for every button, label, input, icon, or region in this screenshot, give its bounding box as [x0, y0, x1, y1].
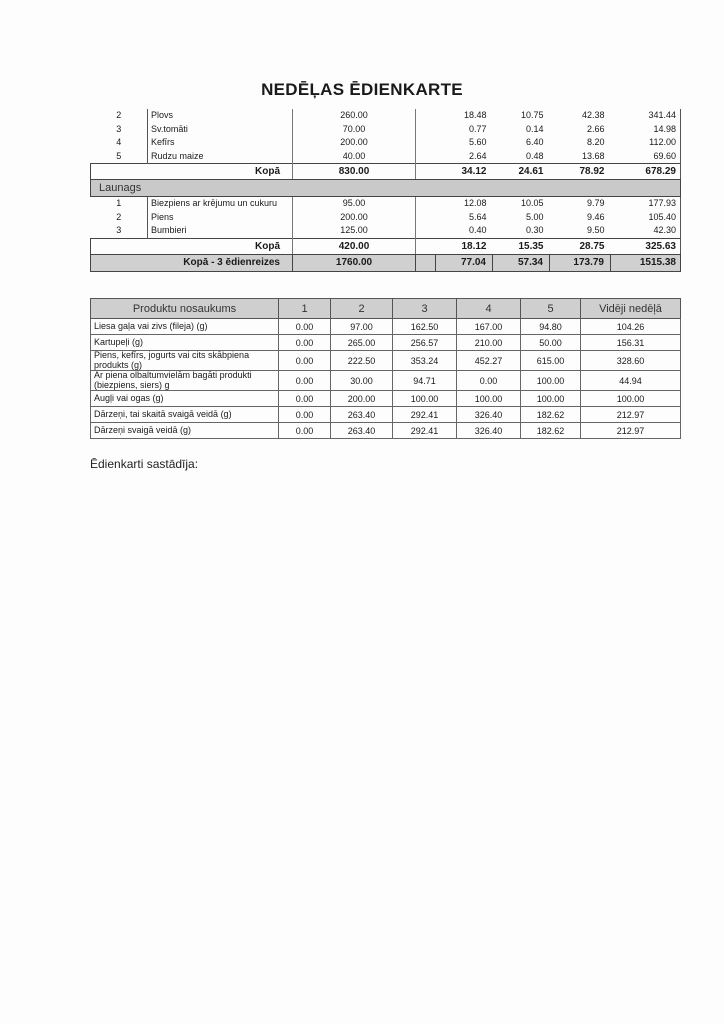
item-name: Bumbieri — [148, 224, 293, 238]
header-product-name: Produktu nosaukums — [91, 299, 279, 319]
product-name: Augļi vai ogas (g) — [91, 391, 279, 407]
product-value: 292.41 — [393, 407, 457, 423]
menu-item-row — [91, 197, 681, 211]
total-protein: 77.04 — [436, 254, 493, 271]
item-fat: 5.00 — [525, 211, 544, 222]
product-value: 615.00 — [521, 351, 581, 371]
product-value: 94.71 — [393, 371, 457, 391]
item-number: 2 — [116, 211, 122, 222]
product-name: Piens, kefīrs, jogurts vai cits skābpiena produkts (g) — [91, 351, 279, 371]
item-energy: 42.30 — [611, 224, 681, 238]
total-quantity: 830.00 — [293, 164, 416, 180]
menu-item-row — [91, 150, 681, 164]
item-quantity: 95.00 — [293, 197, 416, 211]
product-value: 44.94 — [581, 371, 681, 391]
header-col-2: 2 — [331, 299, 393, 319]
item-protein: 18.48 — [463, 110, 487, 121]
spacer-cell — [416, 109, 436, 123]
product-name: Kartupeļi (g) — [91, 335, 279, 351]
item-fat: 10.75 — [520, 110, 544, 121]
item-number: 4 — [116, 137, 122, 148]
total-energy: 1515.38 — [611, 254, 681, 271]
item-name: Sv.tomāti — [148, 123, 293, 137]
product-value: 0.00 — [279, 407, 331, 423]
spacer-cell — [416, 224, 436, 238]
product-row — [91, 319, 681, 335]
item-name: Biezpiens ar krējumu un cukuru — [148, 197, 293, 211]
product-name: Dārzeņi, tai skaitā svaigā veidā (g) — [91, 407, 279, 423]
total-protein: 34.12 — [436, 164, 493, 180]
header-col-4: 4 — [457, 299, 521, 319]
item-energy: 341.44 — [611, 109, 681, 123]
item-energy: 105.40 — [611, 211, 681, 225]
item-protein: 0.40 — [468, 225, 487, 236]
item-fat: 10.05 — [520, 198, 544, 209]
product-value: 256.57 — [393, 335, 457, 351]
product-value: 212.97 — [581, 423, 681, 439]
product-name: Dārzeņi svaigā veidā (g) — [91, 423, 279, 439]
product-value: 328.60 — [581, 351, 681, 371]
product-name: Liesa gaļa vai zivs (fileja) (g) — [91, 319, 279, 335]
menu-item-row — [91, 123, 681, 137]
item-fat: 0.48 — [525, 150, 544, 161]
item-quantity: 40.00 — [293, 150, 416, 164]
spacer-cell — [416, 197, 436, 211]
header-col-5: 5 — [521, 299, 581, 319]
item-carbs: 8.20 — [586, 137, 605, 148]
total-protein: 18.12 — [436, 238, 493, 254]
item-quantity: 125.00 — [293, 224, 416, 238]
section-title: Launags — [91, 180, 681, 197]
grand-total-row — [91, 254, 681, 271]
products-table — [90, 298, 681, 439]
total-carbs: 28.75 — [550, 238, 611, 254]
header-col-6: Vidēji nedēļā — [581, 299, 681, 319]
product-value: 0.00 — [279, 319, 331, 335]
item-energy: 69.60 — [611, 150, 681, 164]
product-value: 0.00 — [279, 423, 331, 439]
item-carbs: 9.50 — [586, 225, 605, 236]
spacer-cell — [416, 136, 436, 150]
item-number: 2 — [116, 110, 122, 121]
product-value: 263.40 — [331, 423, 393, 439]
item-carbs: 2.66 — [586, 123, 605, 134]
meal-total-row — [91, 164, 681, 180]
spacer-cell — [416, 238, 436, 254]
total-carbs: 173.79 — [550, 254, 611, 271]
product-name: Ar piena olbaltumvielām bagāti produkti (biezpiens, siers) g — [91, 371, 279, 391]
total-label: Kopā — [91, 238, 293, 254]
product-value: 212.97 — [581, 407, 681, 423]
item-energy: 112.00 — [611, 136, 681, 150]
product-value: 162.50 — [393, 319, 457, 335]
item-protein: 5.64 — [468, 211, 487, 222]
product-value: 50.00 — [521, 335, 581, 351]
product-value: 104.26 — [581, 319, 681, 335]
snack-total-row — [91, 238, 681, 254]
product-value: 94.80 — [521, 319, 581, 335]
total-energy: 325.63 — [611, 238, 681, 254]
item-number: 3 — [116, 123, 122, 134]
product-value: 167.00 — [457, 319, 521, 335]
item-protein: 12.08 — [463, 198, 487, 209]
item-number: 1 — [116, 198, 122, 209]
item-protein: 2.64 — [468, 150, 487, 161]
product-value: 156.31 — [581, 335, 681, 351]
product-value: 100.00 — [521, 371, 581, 391]
item-fat: 0.30 — [525, 225, 544, 236]
item-carbs: 42.38 — [581, 110, 605, 121]
total-quantity: 420.00 — [293, 238, 416, 254]
total-label: Kopā — [91, 164, 293, 180]
item-energy: 14.98 — [611, 123, 681, 137]
product-value: 0.00 — [457, 371, 521, 391]
product-value: 353.24 — [393, 351, 457, 371]
header-col-3: 3 — [393, 299, 457, 319]
menu-item-row — [91, 109, 681, 123]
product-value: 0.00 — [279, 371, 331, 391]
total-label: Kopā - 3 ēdienreizes — [91, 254, 293, 271]
product-row — [91, 335, 681, 351]
product-value: 326.40 — [457, 423, 521, 439]
item-fat: 6.40 — [525, 137, 544, 148]
item-quantity: 200.00 — [293, 136, 416, 150]
product-value: 100.00 — [581, 391, 681, 407]
spacer-cell — [416, 150, 436, 164]
product-value: 292.41 — [393, 423, 457, 439]
product-row — [91, 351, 681, 371]
item-protein: 0.77 — [468, 123, 487, 134]
products-header-row — [91, 299, 681, 319]
product-value: 0.00 — [279, 335, 331, 351]
product-value: 452.27 — [457, 351, 521, 371]
item-name: Plovs — [148, 109, 293, 123]
item-carbs: 9.79 — [586, 198, 605, 209]
total-carbs: 78.92 — [550, 164, 611, 180]
menu-item-row — [91, 224, 681, 238]
product-value: 30.00 — [331, 371, 393, 391]
product-value: 100.00 — [393, 391, 457, 407]
spacer-cell — [416, 164, 436, 180]
daily-menu-table — [90, 109, 681, 272]
product-value: 326.40 — [457, 407, 521, 423]
product-value: 100.00 — [521, 391, 581, 407]
item-quantity: 70.00 — [293, 123, 416, 137]
snack-section-row — [91, 180, 681, 197]
total-fat: 15.35 — [493, 238, 550, 254]
item-carbs: 9.46 — [586, 211, 605, 222]
spacer-cell — [416, 123, 436, 137]
product-value: 100.00 — [457, 391, 521, 407]
product-value: 210.00 — [457, 335, 521, 351]
product-row — [91, 423, 681, 439]
compiled-by-label: Ēdienkarti sastādīja: — [90, 457, 199, 471]
item-energy: 177.93 — [611, 197, 681, 211]
item-number: 3 — [116, 225, 122, 236]
product-value: 0.00 — [279, 351, 331, 371]
header-col-1: 1 — [279, 299, 331, 319]
item-quantity: 260.00 — [293, 109, 416, 123]
product-value: 200.00 — [331, 391, 393, 407]
spacer-cell — [416, 254, 436, 271]
item-name: Rudzu maize — [148, 150, 293, 164]
total-fat: 24.61 — [493, 164, 550, 180]
item-fat: 0.14 — [525, 123, 544, 134]
total-quantity: 1760.00 — [293, 254, 416, 271]
product-value: 0.00 — [279, 391, 331, 407]
product-value: 182.62 — [521, 407, 581, 423]
menu-item-row — [91, 136, 681, 150]
product-row — [91, 371, 681, 391]
product-row — [91, 391, 681, 407]
total-fat: 57.34 — [493, 254, 550, 271]
product-value: 97.00 — [331, 319, 393, 335]
page-title: NEDĒĻAS ĒDIENKARTE — [261, 80, 463, 99]
item-quantity: 200.00 — [293, 211, 416, 225]
product-row — [91, 407, 681, 423]
item-number: 5 — [116, 150, 122, 161]
item-name: Piens — [148, 211, 293, 225]
menu-item-row — [91, 211, 681, 225]
item-name: Kefīrs — [148, 136, 293, 150]
item-carbs: 13.68 — [581, 150, 605, 161]
product-value: 263.40 — [331, 407, 393, 423]
product-value: 265.00 — [331, 335, 393, 351]
total-energy: 678.29 — [611, 164, 681, 180]
product-value: 222.50 — [331, 351, 393, 371]
spacer-cell — [416, 211, 436, 225]
item-protein: 5.60 — [468, 137, 487, 148]
product-value: 182.62 — [521, 423, 581, 439]
